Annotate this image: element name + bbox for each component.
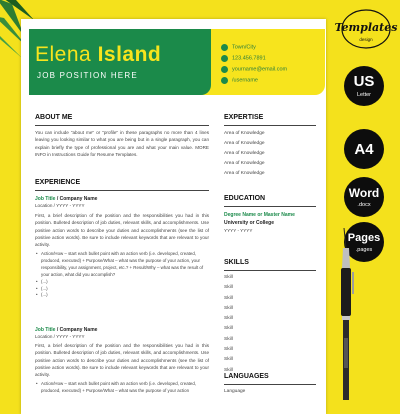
job-2-location: Location / YYYY - YYYY xyxy=(35,334,85,339)
job-1-description: First, a brief description of the position and the responsibilities you had in this position. Bulleted description of job duties, relevant skills, and accomplishments. Use positive action words to describe your duties and accomplishments (see the list of positive action words). Be sure to include relevant keywords that are relevant to your activity. xyxy=(35,213,209,248)
list-item: • (...) xyxy=(35,292,209,299)
resume-page xyxy=(21,19,326,414)
experience-rule xyxy=(35,190,209,191)
education-title: EDUCATION xyxy=(224,195,266,202)
badge-word: Word .docx xyxy=(344,177,384,217)
education-rule xyxy=(224,206,316,207)
list-item: Area of Knowledge xyxy=(224,151,265,156)
list-item: • Action/How – start each bullet point with an action verb (i.e. developed, created, produced, executed) + Purpose/What – what was the purpose of your action, your responsibility, your assignment, project, etc.? + Result/Why – what was the result of your action, what did you accomplish? xyxy=(35,251,209,279)
experience-title: EXPERIENCE xyxy=(35,179,81,186)
education-degree: Degree Name or Master Name xyxy=(224,212,295,218)
list-item: Skill xyxy=(224,275,233,280)
badge-us-letter: US Letter xyxy=(344,66,384,106)
link-icon xyxy=(221,77,228,84)
job-2-title: Job Title / Company Name xyxy=(35,327,98,333)
list-item: Skill xyxy=(224,367,233,373)
last-name: Island xyxy=(97,43,162,66)
resume-name xyxy=(35,43,161,67)
mechanical-pencil-decoration xyxy=(338,228,368,400)
badge-a4: A4 xyxy=(344,129,384,169)
about-title: ABOUT ME xyxy=(35,114,73,121)
languages-title: LANGUAGES xyxy=(224,373,269,380)
job-2-bullets xyxy=(35,381,209,395)
education-years: YYYY - YYYY xyxy=(224,228,253,233)
languages-rule xyxy=(224,384,316,385)
list-item: Skill xyxy=(224,295,233,301)
skills-list xyxy=(224,273,233,376)
job-1-title: Job Title / Company Name xyxy=(35,196,98,202)
list-item: Language xyxy=(224,389,246,394)
job-2-description: First, a brief description of the position and the responsibilities you had in this position. Bulleted description of job duties, relevant skills, and accomplishments. Use positive action words to describe your duties and accomplishments (see the list of positive action words). Be sure to include relevant keywords that are relevant to your activity. xyxy=(35,343,209,378)
first-name: Elena xyxy=(35,43,92,66)
contact-location: Town/City xyxy=(221,44,256,51)
list-item: Skill xyxy=(224,336,233,342)
job-1-bullets xyxy=(35,251,209,299)
expertise-title: EXPERTISE xyxy=(224,114,264,121)
logo-text: Templates xyxy=(334,21,398,34)
skills-rule xyxy=(224,270,316,271)
list-item: • Action/How – start each bullet point with an action verb (i.e. developed, created, produced, executed) + Purpose/What – what was the purpose of your action xyxy=(35,381,209,395)
list-item: Skill xyxy=(224,347,233,353)
education-university: University or College xyxy=(224,220,275,226)
contact-phone: 123.456.7891 xyxy=(221,55,266,62)
logo-sub: design xyxy=(359,37,373,42)
contact-email: yourname@email.com xyxy=(221,66,287,73)
list-item: Area of Knowledge xyxy=(224,131,265,136)
about-text: You can include "about me" or "profile" in these paragraphs no more than 4 lines leaving you looking similar to what you are being but in a single paragraph, you can explain briefly the type of professional you are and what your main value. MORE INFO in Instructions Guide for Resume Templates. xyxy=(35,130,209,157)
location-pin-icon xyxy=(221,44,228,51)
list-item: Skill xyxy=(224,326,233,332)
expertise-rule xyxy=(224,125,316,126)
expertise-list xyxy=(224,129,265,179)
list-item: • (...) xyxy=(35,279,209,286)
list-item: • (...) xyxy=(35,286,209,293)
list-item: Area of Knowledge xyxy=(224,171,265,176)
job-1-location: Location / YYYY - YYYY xyxy=(35,203,85,208)
skills-title: SKILLS xyxy=(224,259,249,266)
list-item: Area of Knowledge xyxy=(224,161,265,166)
list-item: Area of Knowledge xyxy=(224,141,265,146)
list-item: Skill xyxy=(224,316,233,322)
list-item: Skill xyxy=(224,305,233,311)
list-item: Skill xyxy=(224,285,233,291)
templates-logo xyxy=(334,3,398,53)
job-position: JOB POSITION HERE xyxy=(37,71,138,80)
list-item: Skill xyxy=(224,357,233,363)
languages-list xyxy=(224,387,245,397)
phone-icon xyxy=(221,55,228,62)
email-icon xyxy=(221,66,228,73)
badge-pages: Pages .pages xyxy=(344,222,384,262)
contact-social: /username xyxy=(221,77,258,84)
about-rule xyxy=(35,125,209,126)
